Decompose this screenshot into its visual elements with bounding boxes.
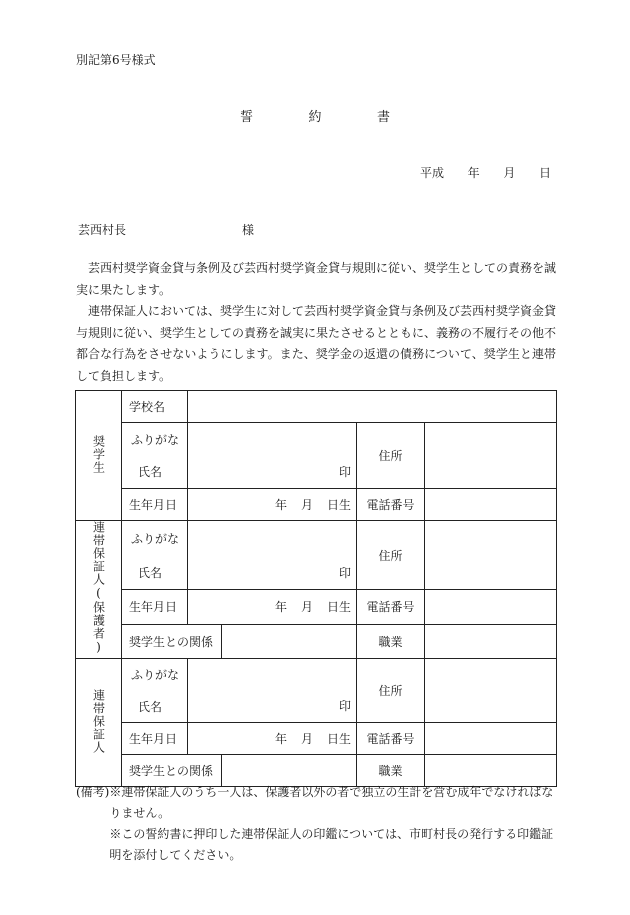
student-section-header: 奨学生 (76, 391, 122, 521)
address-label: 住所 (357, 659, 425, 723)
pledge-form-table (75, 390, 557, 787)
address-label: 住所 (357, 423, 425, 489)
school-field[interactable] (188, 391, 557, 423)
guarantor1-address-field[interactable] (425, 521, 557, 590)
address-label: 住所 (357, 521, 425, 590)
title-char: 約 (308, 110, 322, 125)
remarks (76, 782, 556, 866)
guarantor2-name-field[interactable] (188, 659, 357, 723)
remark-2: ※この誓約書に押印した連帯保証人の印鑑については、市町村長の発行する印鑑証明を添付してください。 (109, 827, 554, 862)
form-number: 別記第6号様式 (76, 53, 156, 67)
furigana-label: ふりがな (131, 432, 180, 447)
student-phone-field[interactable] (425, 489, 557, 521)
seal-mark: 印 (338, 465, 351, 479)
seal-mark: 印 (338, 699, 351, 713)
name-label: 氏名 (138, 699, 163, 714)
furigana-label: ふりがな (131, 668, 180, 683)
guarantor1-name-field[interactable] (188, 521, 357, 590)
student-name-field[interactable] (188, 423, 357, 489)
birthdate-label: 生年月日 (122, 489, 188, 521)
guarantor1-phone-field[interactable] (425, 590, 557, 625)
date-line (420, 164, 551, 181)
guarantor1-birthdate-field[interactable]: 年 月 日生 (188, 590, 357, 625)
month-label: 月 (503, 166, 516, 180)
occupation-label: 職業 (357, 624, 425, 659)
phone-label: 電話番号 (357, 489, 425, 521)
name-label: 氏名 (138, 565, 163, 580)
guarantor2-section-header: 連帯保証人 (76, 659, 122, 787)
remark-1: ※連帯保証人のうち一人は、保護者以外の者で独立の生計を営む成年でなければなりません。 (109, 785, 554, 820)
furigana-label: ふりがな (131, 531, 180, 546)
addressee-honorific: 様 (242, 223, 255, 237)
name-label: 氏名 (138, 465, 163, 480)
title-char: 誓 (240, 110, 254, 125)
pledge-paragraph-2: 連帯保証人においては、奨学生に対して芸西村奨学資金貸与条例及び芸西村奨学資金貸与規則に従い、奨学生としての責務を誠実に果たさせるとともに、義務の不履行その他不都合な行為をさせないようにします。また、奨学金の返還の債務について、奨学生と連帯して負担します。 (76, 304, 557, 383)
phone-label: 電話番号 (357, 590, 425, 625)
phone-label: 電話番号 (357, 723, 425, 755)
guarantor1-name-labels (122, 521, 188, 590)
birthdate-label: 生年月日 (122, 723, 188, 755)
student-address-field[interactable] (425, 423, 557, 489)
occupation-label: 職業 (357, 755, 425, 787)
birthdate-label: 生年月日 (122, 590, 188, 625)
addressee: 芸西村長 (78, 223, 127, 237)
guarantor1-relation-field[interactable] (222, 624, 357, 659)
guarantor2-name-labels (122, 659, 188, 723)
year-label: 年 (467, 166, 480, 180)
relation-label: 奨学生との関係 (122, 624, 222, 659)
pledge-paragraph-1: 芸西村奨学資金貸与条例及び芸西村奨学資金貸与規則に従い、奨学生としての責務を誠実に果たします。 (76, 261, 557, 297)
guarantor2-birthdate-field[interactable]: 年 月 日生 (188, 723, 357, 755)
guarantor2-address-field[interactable] (425, 659, 557, 723)
seal-mark: 印 (338, 566, 351, 580)
guarantor1-occupation-field[interactable] (425, 624, 557, 659)
student-birthdate-field[interactable]: 年 月 日生 (188, 489, 357, 521)
era-label: 平成 (420, 166, 445, 180)
day-label: 日 (538, 166, 551, 180)
remarks-prefix: (備考) (76, 785, 110, 799)
pledge-text (76, 258, 556, 387)
student-name-labels (122, 423, 188, 489)
relation-label: 奨学生との関係 (122, 755, 222, 787)
school-label: 学校名 (122, 391, 188, 423)
document-title (240, 106, 390, 125)
title-char: 書 (376, 110, 390, 125)
guarantor1-section-header: 連帯保証人(保護者) (76, 521, 122, 659)
guarantor2-phone-field[interactable] (425, 723, 557, 755)
